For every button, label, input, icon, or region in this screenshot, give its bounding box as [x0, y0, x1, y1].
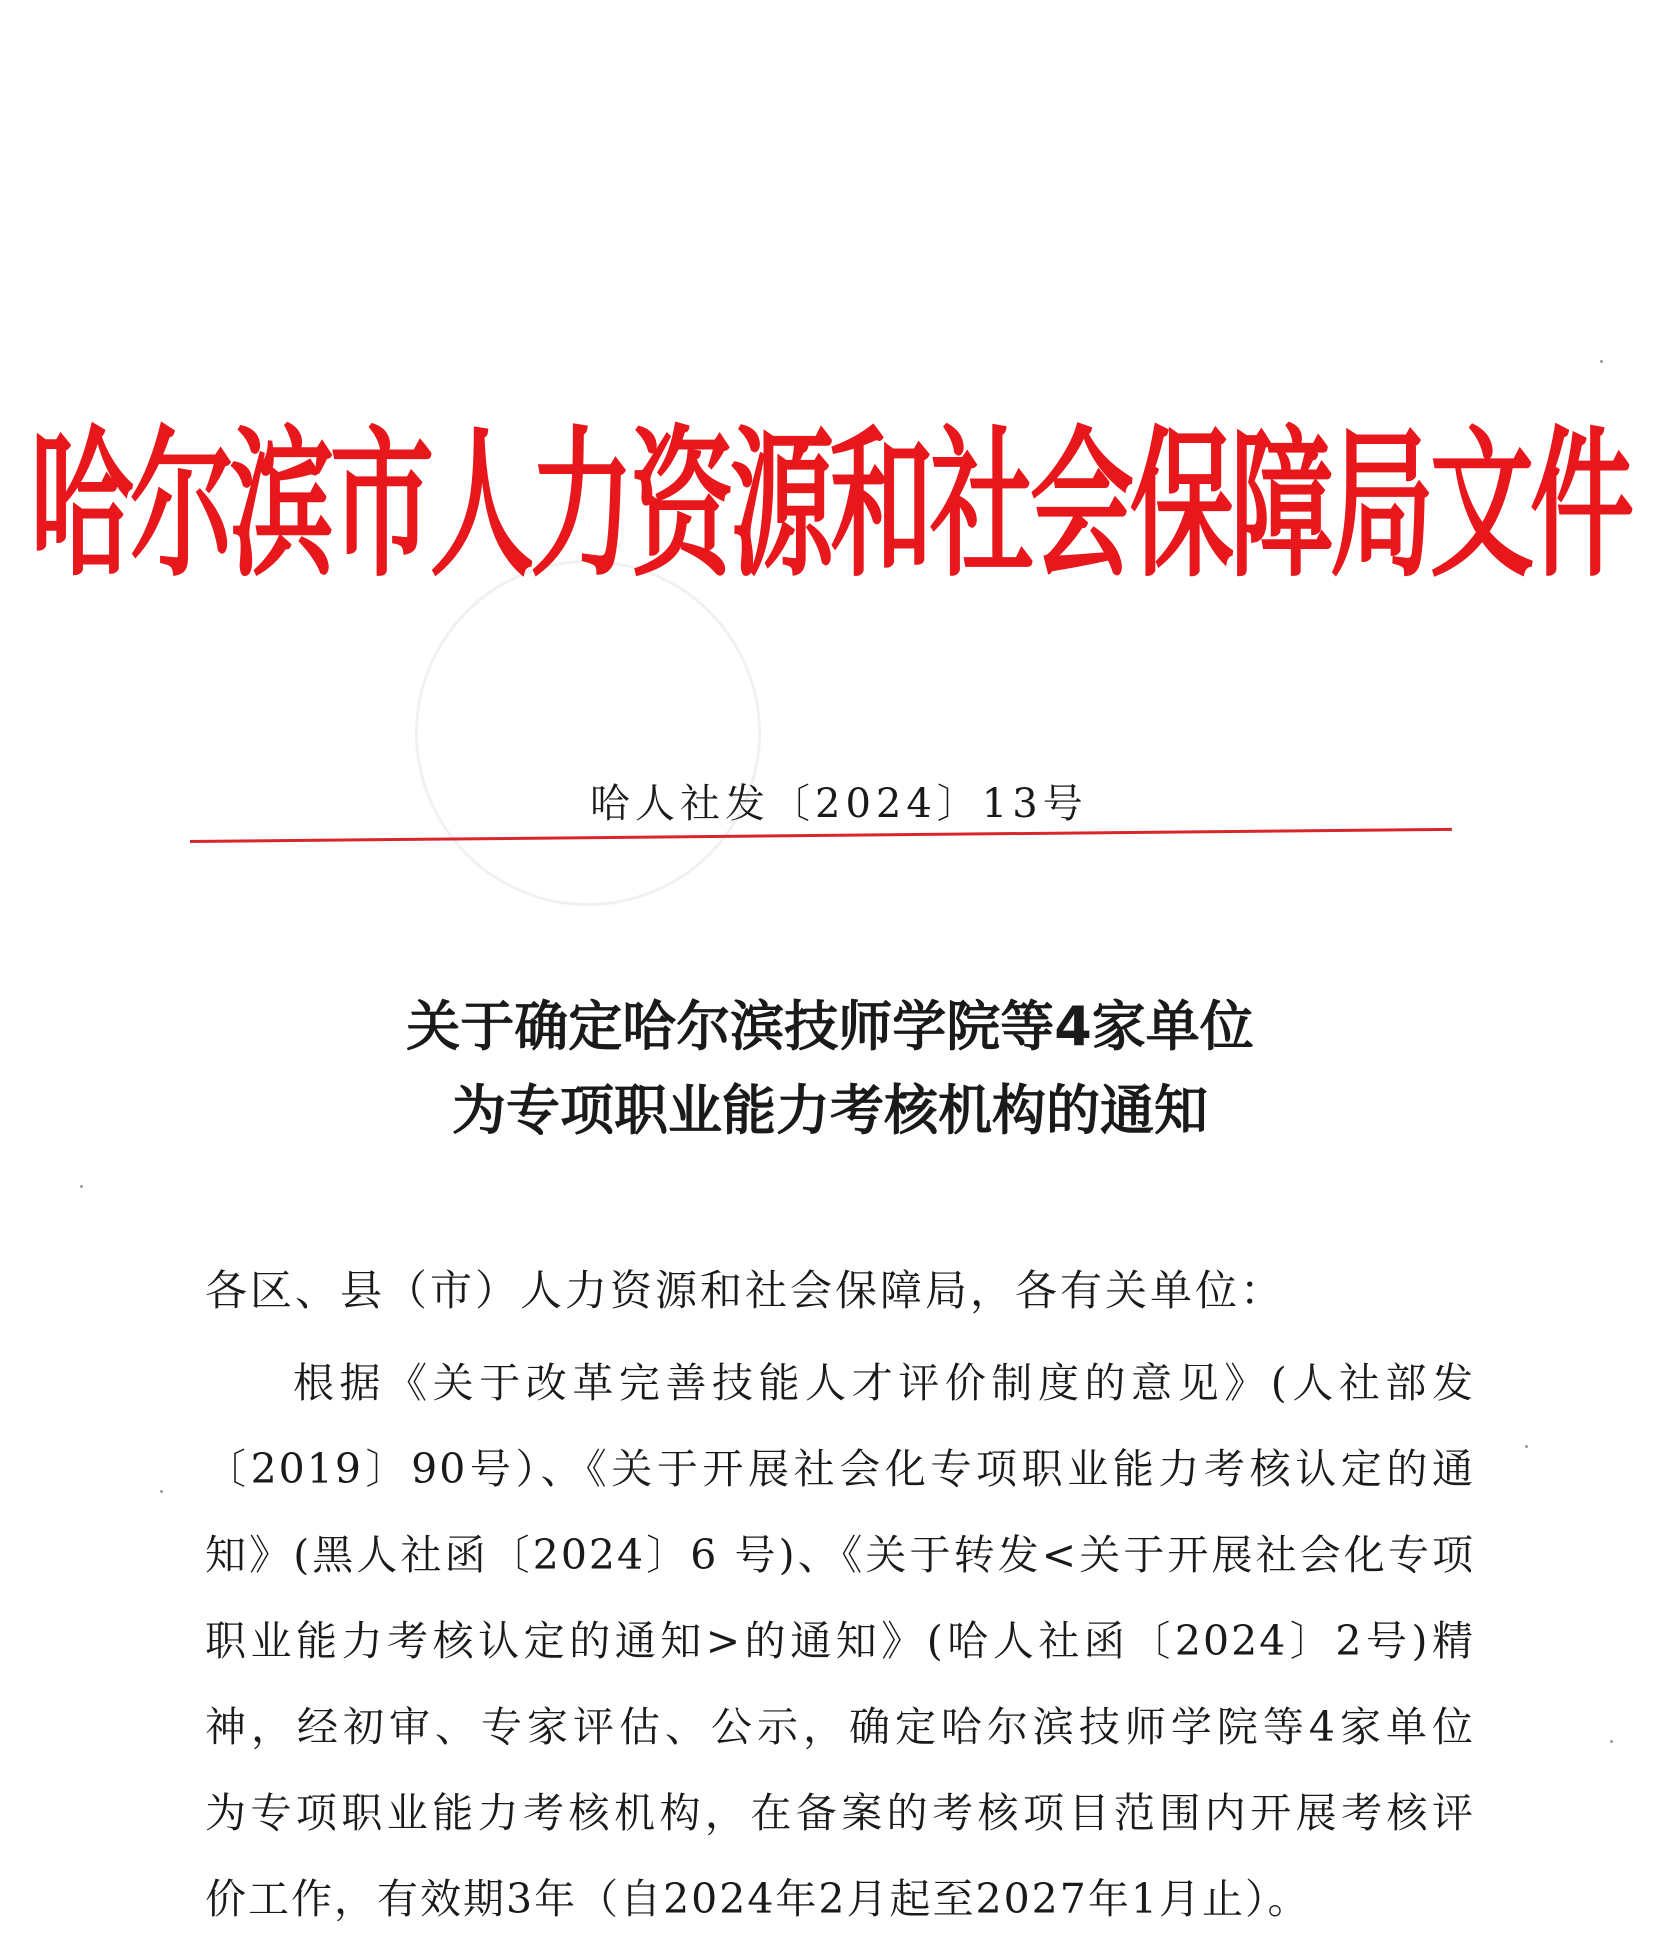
scan-speck	[160, 1490, 163, 1493]
body-paragraph	[205, 1340, 1475, 1942]
body-line: 神，经初审、专家评估、公示，确定哈尔滨技师学院等4家单位	[205, 1703, 1475, 1751]
body-line: 〔2019〕90号）、《关于开展社会化专项职业能力考核认定的通	[205, 1445, 1475, 1493]
scan-speck	[80, 1185, 83, 1188]
document-title-line-1: 关于确定哈尔滨技师学院等4家单位	[406, 995, 1254, 1058]
document-number: 哈人社发〔2024〕13号	[590, 781, 1088, 827]
body-line: 职业能力考核认定的通知>的通知》(哈人社函〔2024〕2号)精	[205, 1617, 1475, 1665]
header-divider-line	[190, 828, 1452, 843]
body-line: 知》(黑人社函〔2024〕6 号)、《关于转发<关于开展社会化专项	[205, 1531, 1475, 1579]
document-title-line-2: 为专项职业能力考核机构的通知	[452, 1079, 1208, 1142]
document-title	[230, 985, 1430, 1153]
salutation: 各区、县（市）人力资源和社会保障局，各有关单位：	[205, 1266, 1286, 1315]
scan-speck	[1610, 1740, 1613, 1743]
body-line: 为专项职业能力考核机构，在备案的考核项目范围内开展考核评	[205, 1789, 1475, 1837]
scan-speck	[1600, 360, 1603, 363]
scan-speck	[1525, 1445, 1528, 1448]
body-line: 根据《关于改革完善技能人才评价制度的意见》(人社部发	[293, 1359, 1475, 1407]
body-line: 价工作，有效期3年（自2024年2月起至2027年1月止）。	[205, 1875, 1311, 1923]
issuer-header-title: 哈尔滨市人力资源和社会保障局文件	[30, 408, 1631, 600]
